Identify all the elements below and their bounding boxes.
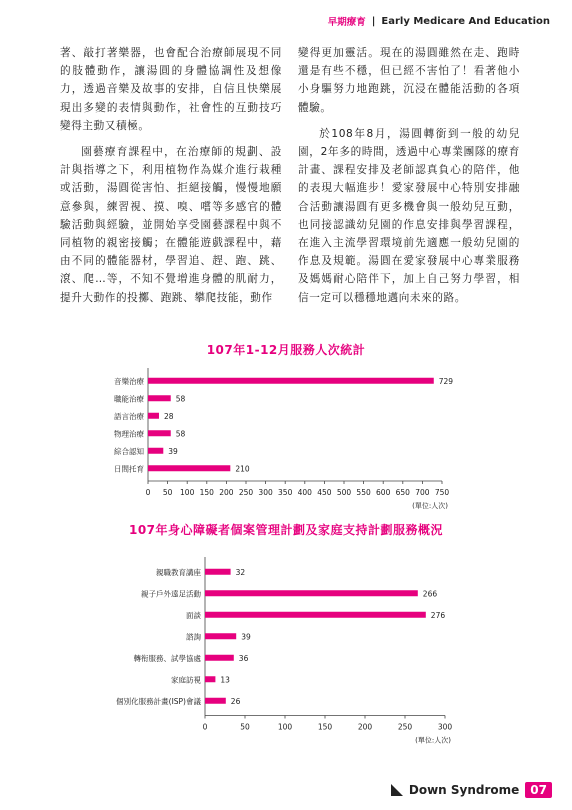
header-separator: | [371,15,376,27]
tick-label: 300 [258,488,273,497]
data-label: 210 [235,464,250,474]
data-label: 58 [175,394,186,404]
paragraph: 園藝療育課程中，在治療師的規劃、設計與指導之下，利用植物作為媒介進行栽種或活動，湯圓從害怕、拒絕接觸，慢慢地願意參與，練習視、摸、嗅、嚐等多感官的體驗活動與經驗，並開始享受園藝課程中與不同植物的親密接觸；在體能遊戲課程中，藉由不同的體能器材，學習追、趕、跑、跳、滾、爬…等，不知不覺增進身體的肌耐力，提升大動作的投擲、跑跳、攀爬技能，動作 [60,146,282,304]
category-label: 物理治療 [114,429,144,439]
paragraph: 著、敲打著樂器，也會配合治療師展現不同的肢體動作，讓湯圓的身體協調性及想像力，透過音樂及故事的安排，自信且快樂展現出多變的表情與動作，社會性的互動技巧變得主動又積極。 [60,47,282,132]
category-label: 親職教育講座 [156,567,201,577]
tick-label: 450 [317,488,332,497]
data-label: 13 [220,675,230,685]
category-label: 個別化服務計畫(ISP)會議 [116,696,201,706]
tick-label: 750 [434,488,450,497]
category-label: 日間托育 [114,464,144,474]
tick-label: 150 [317,722,333,732]
data-label: 26 [230,696,241,706]
bar [205,569,231,575]
tick-label: 400 [297,488,312,497]
tick-label: 250 [238,488,254,497]
category-label: 面談 [186,610,201,620]
category-label: 職能治療 [114,394,144,404]
bar [148,448,163,454]
tick-label: 200 [357,722,373,732]
category-label: 語言治療 [114,411,144,421]
data-label: 729 [438,376,454,386]
category-label: 綜合認知 [114,446,144,456]
tick-label: 50 [162,488,173,497]
data-label: 39 [168,446,178,456]
tick-label: 700 [415,488,430,497]
paragraph: 於108年8月，湯圓轉銜到一般的幼兒園，2年多的時間，透過中心專業團隊的療育計畫、課程安排及老師認真負心的陪伴，他的表現大幅進步！愛家發展中心特別安排融合活動讓湯圓有更多機會與一般幼兒互動，也同接認識幼兒園的作息安排與學習課程，在進入主流學習環境前先適應一般幼兒園的作息及規範。湯圓在愛家發展中心專業服務及媽媽耐心陪伴下，加上自己努力學習，相信一定可以穩穩地邁向未來的路。 [298,127,520,304]
bar [205,698,226,704]
category-label: 親子戶外遠足活動 [141,589,201,599]
data-label: 36 [238,653,249,663]
tick-label: 550 [356,488,371,497]
data-label: 39 [241,632,251,642]
data-label: 58 [175,429,186,439]
tick-label: 300 [437,722,453,732]
tick-label: 150 [199,488,214,497]
bar [205,633,236,639]
tick-label: 100 [277,722,293,732]
unit-label: (單位:人次) [415,736,451,745]
tick-label: 0 [202,722,208,732]
data-label: 28 [163,411,174,421]
category-label: 轉衔服務、試學協處 [133,653,201,663]
tick-label: 100 [180,488,195,497]
footer-label: Down Syndrome [408,783,520,797]
section-tag: 早期療育 [327,17,366,28]
tick-label: 350 [278,488,293,497]
bar [148,413,159,419]
data-label: 266 [422,589,438,599]
category-label: 音樂治療 [114,376,144,386]
paragraph: 變得更加靈活。現在的湯圓雖然在走、跑時還是有些不穩，但已經不害怕了！看著他小小身驅努力地跑跳，沉浸在體能活動的各項體驗。 [298,47,520,114]
tick-label: 0 [145,488,151,497]
header-title: Early Medicare And Education [381,15,550,27]
tick-label: 600 [376,488,391,497]
tick-label: 250 [397,722,413,732]
triangle-icon [391,784,403,796]
data-label: 32 [235,567,246,577]
tick-label: 50 [240,722,250,732]
bar [148,465,230,471]
bar [205,676,215,682]
chart-2-title: 107年身心障礙者個案管理計劃及家庭支持計劃服務概況 [128,523,444,537]
bar [205,590,418,596]
data-label: 276 [430,610,446,620]
unit-label: (單位:人次) [412,502,448,510]
left-column [60,44,282,315]
tick-label: 200 [219,488,234,497]
bar [205,655,234,661]
right-column [298,44,520,315]
category-label: 家庭訪視 [171,675,201,685]
page-header [328,14,550,28]
bar [148,378,434,384]
chart-1-title: 107年1-12月服務人次統計 [206,343,366,357]
tick-label: 650 [395,488,410,497]
tick-label: 500 [336,488,352,497]
case-management-chart [0,545,572,745]
page-footer [391,782,552,798]
service-count-chart [0,360,572,510]
bar [148,395,171,401]
category-label: 諮詢 [186,632,201,642]
bar [205,612,426,618]
page-number: 07 [525,782,552,798]
bar [148,430,171,436]
